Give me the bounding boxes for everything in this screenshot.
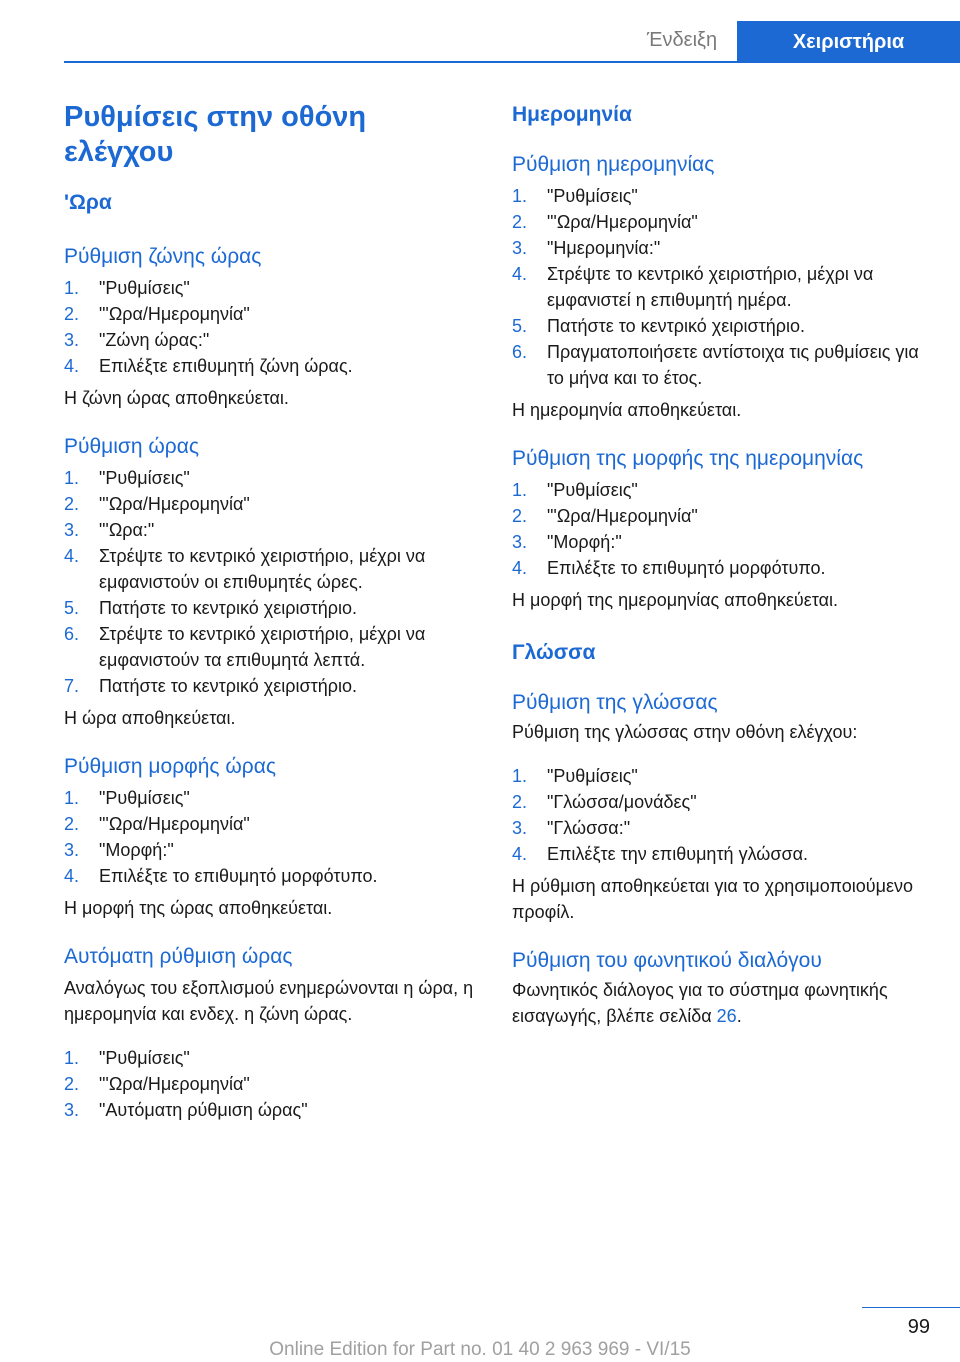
step-text: "Ρυθμίσεις" bbox=[547, 480, 638, 500]
step-text: Επιλέξτε την επιθυμητή γλώσσα. bbox=[547, 844, 808, 864]
step-text: Πατήστε το κεντρικό χειριστήριο. bbox=[547, 316, 805, 336]
step-item bbox=[64, 327, 474, 353]
step-number: 5. bbox=[64, 598, 80, 618]
step-number: 3. bbox=[64, 840, 80, 860]
date-note: Η ημερομηνία αποθηκεύεται. bbox=[512, 400, 742, 420]
step-item bbox=[512, 313, 932, 339]
voice-text-end: . bbox=[736, 1006, 742, 1026]
step-item bbox=[64, 595, 474, 621]
step-item bbox=[64, 837, 474, 863]
voice-heading: Ρύθμιση του φωνητικού διαλόγου bbox=[512, 949, 822, 972]
step-text: "'Ωρα/Ημερομηνία" bbox=[99, 1074, 250, 1094]
step-item bbox=[512, 789, 932, 815]
language-intro: Ρύθμιση της γλώσσας στην οθόνη ελέγχου: bbox=[512, 722, 858, 742]
step-text: Πατήστε το κεντρικό χειριστήριο. bbox=[99, 598, 357, 618]
format-steps bbox=[64, 785, 474, 889]
step-number: 3. bbox=[64, 1100, 80, 1120]
step-number: 3. bbox=[512, 818, 528, 838]
time-heading: 'Ωρα bbox=[64, 191, 112, 214]
step-item bbox=[64, 811, 474, 837]
step-item bbox=[64, 517, 474, 543]
step-text: "Ρυθμίσεις" bbox=[99, 278, 190, 298]
zone-steps bbox=[64, 275, 474, 379]
header-rule bbox=[64, 61, 960, 63]
date-format-note: Η μορφή της ημερομηνίας αποθηκεύεται. bbox=[512, 590, 838, 610]
page-ref-link[interactable]: 26 bbox=[716, 1006, 737, 1026]
header-chapter-tab: Χειριστήρια bbox=[737, 21, 960, 63]
step-text: Επιλέξτε το επιθυμητό μορφότυπο. bbox=[99, 866, 378, 886]
right-column bbox=[512, 96, 932, 1029]
voice-text-body: Φωνητικός διάλογος για το σύστημα φωνητικής εισαγωγής, βλέπε σελίδα bbox=[512, 980, 888, 1026]
step-number: 3. bbox=[512, 532, 528, 552]
step-item bbox=[512, 209, 932, 235]
step-number: 2. bbox=[64, 304, 80, 324]
step-number: 1. bbox=[64, 468, 80, 488]
step-number: 4. bbox=[512, 558, 528, 578]
step-item bbox=[512, 235, 932, 261]
page-title: Ρυθμίσεις στην οθόνη ελέγχου bbox=[64, 101, 367, 168]
step-text: "Ζώνη ώρας:" bbox=[99, 330, 210, 350]
time-steps bbox=[64, 465, 474, 699]
step-text: Πραγματοποιήσετε αντίστοιχα τις ρυθμίσεις για το μήνα και το έτος. bbox=[547, 342, 919, 388]
language-note: Η ρύθμιση αποθηκεύεται για το χρησιμοποιούμενο προφίλ. bbox=[512, 876, 913, 922]
step-item bbox=[64, 353, 474, 379]
format-heading: Ρύθμιση μορφής ώρας bbox=[64, 755, 276, 778]
step-number: 3. bbox=[512, 238, 528, 258]
step-text: Στρέψτε το κεντρικό χειριστήριο, μέχρι να εμφανιστούν οι επιθυμητές ώρες. bbox=[99, 546, 426, 592]
time-set-heading: Ρύθμιση ώρας bbox=[64, 435, 200, 458]
step-item bbox=[512, 477, 932, 503]
step-item bbox=[512, 503, 932, 529]
step-item bbox=[64, 621, 474, 673]
auto-intro: Αναλόγως του εξοπλισμού ενημερώνονται η ώρα, η ημερομηνία και ενδεχ. η ζώνη ώρας. bbox=[64, 978, 474, 1024]
step-text: "'Ωρα/Ημερομηνία" bbox=[99, 304, 250, 324]
step-text: "'Ωρα/Ημερομηνία" bbox=[99, 494, 250, 514]
step-number: 1. bbox=[64, 1048, 80, 1068]
step-number: 2. bbox=[512, 506, 528, 526]
step-item bbox=[64, 465, 474, 491]
step-text: "Μορφή:" bbox=[547, 532, 622, 552]
step-number: 4. bbox=[64, 546, 80, 566]
step-text: "Γλώσσα:" bbox=[547, 818, 631, 838]
step-number: 3. bbox=[64, 520, 80, 540]
page-number: 99 bbox=[907, 1316, 930, 1338]
step-text: "'Ωρα/Ημερομηνία" bbox=[547, 212, 698, 232]
zone-note: Η ζώνη ώρας αποθηκεύεται. bbox=[64, 388, 289, 408]
step-item bbox=[64, 863, 474, 889]
step-text: Επιλέξτε το επιθυμητό μορφότυπο. bbox=[547, 558, 826, 578]
step-item bbox=[512, 555, 932, 581]
step-text: "Αυτόματη ρύθμιση ώρας" bbox=[99, 1100, 308, 1120]
time-note: Η ώρα αποθηκεύεται. bbox=[64, 708, 236, 728]
step-item bbox=[512, 183, 932, 209]
step-item bbox=[64, 491, 474, 517]
step-number: 1. bbox=[64, 788, 80, 808]
language-set-heading: Ρύθμιση της γλώσσας bbox=[512, 691, 718, 714]
page-number-rule bbox=[862, 1307, 960, 1308]
date-format-steps bbox=[512, 477, 932, 581]
step-text: "Γλώσσα/μονάδες" bbox=[547, 792, 697, 812]
language-steps bbox=[512, 763, 932, 867]
step-text: "Ρυθμίσεις" bbox=[99, 788, 190, 808]
step-number: 6. bbox=[64, 624, 80, 644]
language-heading: Γλώσσα bbox=[512, 641, 596, 664]
step-text: Πατήστε το κεντρικό χειριστήριο. bbox=[99, 676, 357, 696]
step-number: 1. bbox=[512, 186, 528, 206]
step-number: 7. bbox=[64, 676, 80, 696]
step-item bbox=[64, 1097, 474, 1123]
step-item bbox=[64, 1071, 474, 1097]
step-text: "Μορφή:" bbox=[99, 840, 174, 860]
step-item bbox=[64, 275, 474, 301]
step-item bbox=[512, 841, 932, 867]
step-text: "Ημερομηνία:" bbox=[547, 238, 661, 258]
step-number: 4. bbox=[512, 264, 528, 284]
step-text: "'Ωρα/Ημερομηνία" bbox=[99, 814, 250, 834]
step-number: 5. bbox=[512, 316, 528, 336]
step-number: 4. bbox=[64, 356, 80, 376]
step-number: 2. bbox=[64, 1074, 80, 1094]
step-text: "Ρυθμίσεις" bbox=[547, 766, 638, 786]
step-item bbox=[64, 673, 474, 699]
step-number: 1. bbox=[512, 766, 528, 786]
step-number: 6. bbox=[512, 342, 528, 362]
step-item bbox=[512, 261, 932, 313]
step-item bbox=[512, 339, 932, 391]
date-format-heading: Ρύθμιση της μορφής της ημερομηνίας bbox=[512, 447, 864, 470]
auto-heading: Αυτόματη ρύθμιση ώρας bbox=[64, 945, 293, 968]
step-item bbox=[512, 815, 932, 841]
step-number: 1. bbox=[64, 278, 80, 298]
step-number: 1. bbox=[512, 480, 528, 500]
step-number: 4. bbox=[512, 844, 528, 864]
step-text: "Ρυθμίσεις" bbox=[547, 186, 638, 206]
step-text: "Ρυθμίσεις" bbox=[99, 1048, 190, 1068]
date-set-heading: Ρύθμιση ημερομηνίας bbox=[512, 153, 715, 176]
header-section-label: Ένδειξη bbox=[646, 29, 718, 51]
step-number: 2. bbox=[512, 212, 528, 232]
voice-text bbox=[512, 977, 932, 1029]
step-text: "'Ωρα:" bbox=[99, 520, 155, 540]
zone-heading: Ρύθμιση ζώνης ώρας bbox=[64, 245, 262, 268]
step-item bbox=[64, 301, 474, 327]
step-text: Στρέψτε το κεντρικό χειριστήριο, μέχρι να εμφανιστούν τα επιθυμητά λεπτά. bbox=[99, 624, 426, 670]
step-item bbox=[64, 1045, 474, 1071]
step-text: "'Ωρα/Ημερομηνία" bbox=[547, 506, 698, 526]
step-number: 2. bbox=[64, 814, 80, 834]
step-number: 3. bbox=[64, 330, 80, 350]
step-item bbox=[64, 785, 474, 811]
step-number: 4. bbox=[64, 866, 80, 886]
date-heading: Ημερομηνία bbox=[512, 103, 632, 126]
format-note: Η μορφή της ώρας αποθηκεύεται. bbox=[64, 898, 333, 918]
edition-footer: Online Edition for Part no. 01 40 2 963 969 - VI/15 bbox=[269, 1339, 691, 1360]
step-item bbox=[512, 529, 932, 555]
step-item bbox=[512, 763, 932, 789]
left-column bbox=[64, 96, 474, 1123]
step-text: "Ρυθμίσεις" bbox=[99, 468, 190, 488]
auto-steps bbox=[64, 1045, 474, 1123]
step-number: 2. bbox=[512, 792, 528, 812]
step-item bbox=[64, 543, 474, 595]
step-number: 2. bbox=[64, 494, 80, 514]
step-text: Στρέψτε το κεντρικό χειριστήριο, μέχρι να εμφανιστεί η επιθυμητή ημέρα. bbox=[547, 264, 874, 310]
date-steps bbox=[512, 183, 932, 391]
step-text: Επιλέξτε επιθυμητή ζώνη ώρας. bbox=[99, 356, 353, 376]
